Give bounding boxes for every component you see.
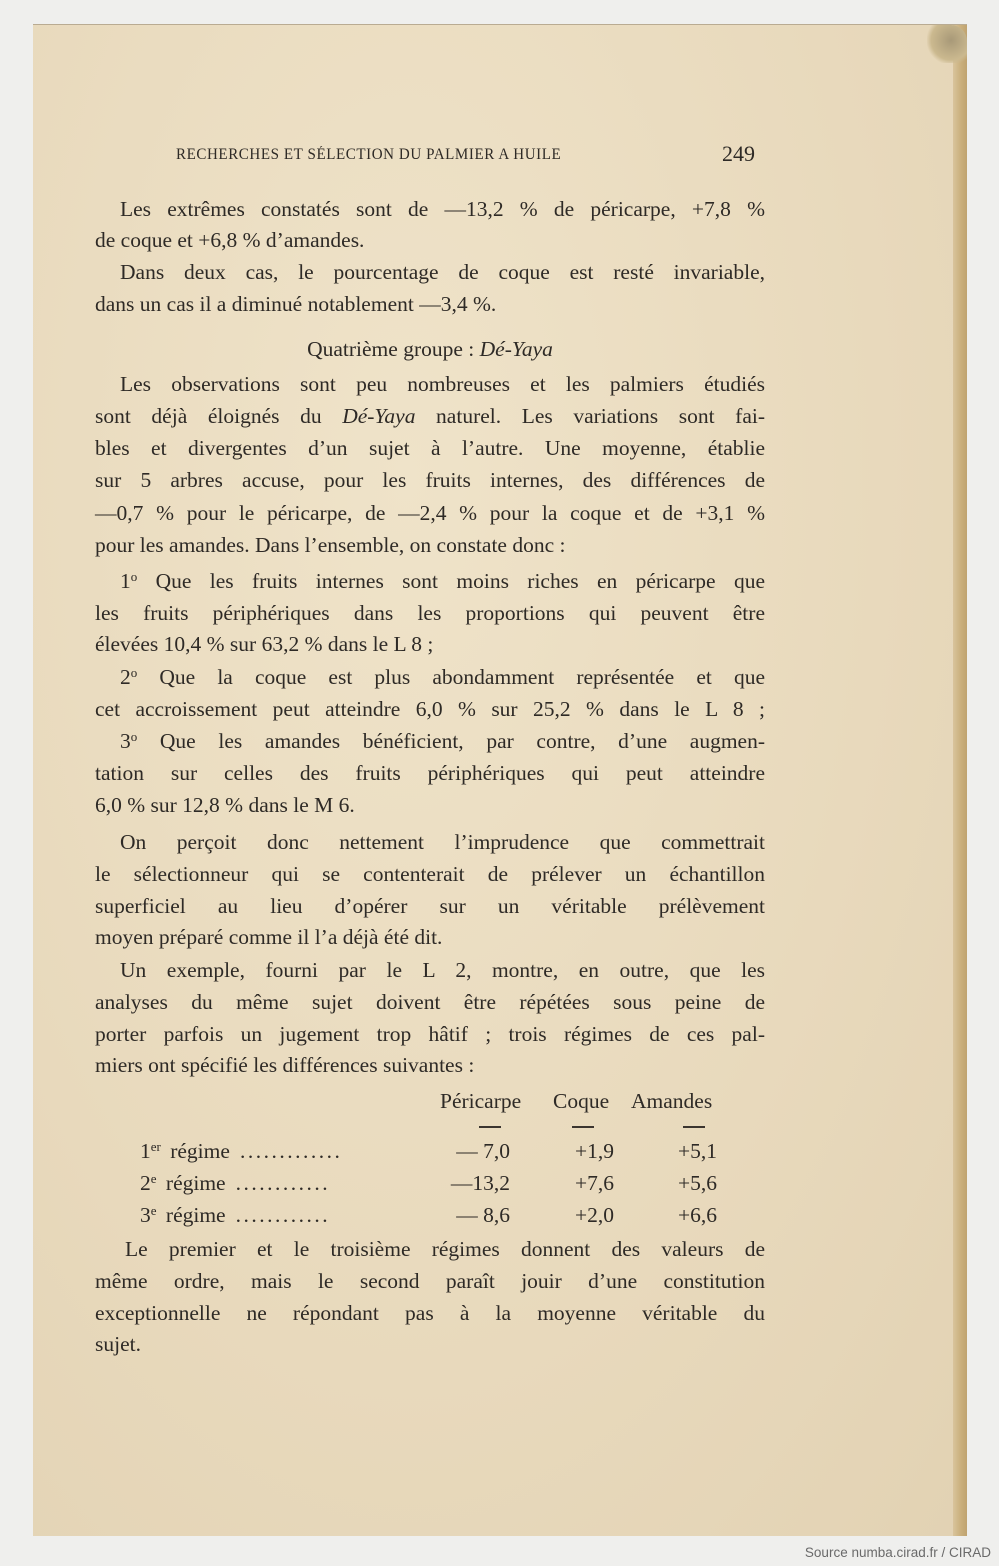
row-label-text: 3 xyxy=(140,1203,151,1227)
table-cell: — 7,0 xyxy=(456,1139,510,1163)
column-header: Amandes xyxy=(631,1089,713,1113)
text-line xyxy=(95,893,765,919)
text-line xyxy=(120,259,765,285)
superscript: o xyxy=(130,665,138,680)
table-cell: +6,6 xyxy=(677,1203,717,1227)
text-line xyxy=(95,1300,765,1326)
text-line xyxy=(120,829,765,855)
text-segment: Dans deux cas, le pourcentage de coque est resté invariable, xyxy=(120,260,765,284)
text-segment: porter parfois un jugement trop hâtif ; trois régimes de ces pal- xyxy=(95,1022,765,1046)
leader-dots: ............ xyxy=(235,1203,331,1227)
superscript: er xyxy=(150,1139,161,1154)
table-cell: +7,6 xyxy=(574,1171,614,1195)
text-segment: Les extrêmes constatés sont de —13,2 % de péricarpe, +7,8 % xyxy=(120,197,765,221)
italic-text: Dé-Yaya xyxy=(342,404,416,428)
superscript: e xyxy=(150,1171,157,1186)
text-segment: élevées 10,4 % sur 63,2 % dans le L 8 ; xyxy=(95,632,434,656)
text-segment: 6,0 % sur 12,8 % dans le M 6. xyxy=(95,793,355,817)
text-segment: Le premier et le troisième régimes donnent des valeurs de xyxy=(125,1237,765,1261)
leader-dots: ............. xyxy=(239,1139,343,1163)
row-label-text: régime xyxy=(160,1171,226,1195)
text-segment: naturel. Les variations sont fai- xyxy=(415,404,765,428)
column-header: Péricarpe xyxy=(440,1089,522,1113)
leader-dots: ............ xyxy=(235,1171,331,1195)
text-line xyxy=(95,227,765,253)
text-segment: le sélectionneur qui se contenterait de prélever un échantillon xyxy=(95,862,765,886)
text-line xyxy=(120,196,765,222)
table-cell: — 8,6 xyxy=(456,1203,510,1227)
table-cell: —13,2 xyxy=(450,1171,510,1195)
table-cell: +5,6 xyxy=(677,1171,717,1195)
text-line xyxy=(95,500,765,526)
text-segment: miers ont spécifié les différences suivantes : xyxy=(95,1053,475,1077)
text-segment: exceptionnelle ne répondant pas à la moyenne véritable du xyxy=(95,1301,765,1325)
text-segment: sont déjà éloignés du xyxy=(95,404,343,428)
text-segment: Que la coque est plus abondamment représentée et que xyxy=(137,665,765,689)
source-credit: Source numba.cirad.fr / CIRAD xyxy=(804,1545,991,1560)
text-line xyxy=(120,568,765,594)
text-segment: pour les amandes. Dans l’ensemble, on constate donc : xyxy=(95,533,566,557)
text-line xyxy=(95,924,765,950)
text-line xyxy=(95,532,765,558)
column-rule xyxy=(683,1126,705,1128)
text-segment: sujet. xyxy=(95,1332,141,1356)
row-label xyxy=(140,1138,342,1164)
text-line xyxy=(120,728,765,754)
text-segment: Que les amandes bénéficient, par contre, d’une augmen- xyxy=(137,729,765,753)
superscript: o xyxy=(130,569,138,584)
text-line xyxy=(95,1268,765,1294)
table-cell: +2,0 xyxy=(574,1203,614,1227)
row-label-text: 1 xyxy=(140,1139,151,1163)
text-line xyxy=(95,600,765,626)
superscript: e xyxy=(150,1203,157,1218)
text-segment: 1 xyxy=(120,569,131,593)
page-number: 249 xyxy=(722,141,755,166)
text-segment: Que les fruits internes sont moins riches en péricarpe que xyxy=(137,569,765,593)
text-line xyxy=(95,1021,765,1047)
text-segment: 2 xyxy=(120,665,131,689)
text-segment: les fruits périphériques dans les proportions qui peuvent être xyxy=(95,601,765,625)
column-rule xyxy=(479,1126,501,1128)
column-rule xyxy=(572,1126,594,1128)
text-line xyxy=(95,861,765,887)
text-line xyxy=(95,989,765,1015)
text-line xyxy=(95,696,765,722)
row-label-text: 2 xyxy=(140,1171,151,1195)
text-segment: tation sur celles des fruits périphériques qui peut atteindre xyxy=(95,761,765,785)
text-segment: 3 xyxy=(120,729,131,753)
text-line xyxy=(95,1331,765,1357)
text-line xyxy=(95,291,765,317)
table-cell: +5,1 xyxy=(677,1139,717,1163)
row-label xyxy=(140,1170,330,1196)
table-cell: +1,9 xyxy=(574,1139,614,1163)
text-segment: dans un cas il a diminué notablement —3,4 %. xyxy=(95,292,497,316)
text-segment: Un exemple, fourni par le L 2, montre, en outre, que les xyxy=(120,958,765,982)
text-segment: de coque et +6,8 % d’amandes. xyxy=(95,228,365,252)
text-line xyxy=(120,664,765,690)
text-line xyxy=(125,1236,765,1262)
text-segment: même ordre, mais le second paraît jouir d’une constitution xyxy=(95,1269,765,1293)
text-segment: Quatrième groupe : xyxy=(307,337,480,361)
text-segment: cet accroissement peut atteindre 6,0 % sur 25,2 % dans le L 8 ; xyxy=(95,697,765,721)
text-line xyxy=(95,1052,765,1078)
worn-corner xyxy=(927,25,967,63)
row-label-text: régime xyxy=(160,1203,226,1227)
text-segment: analyses du même sujet doivent être répétées sous peine de xyxy=(95,990,765,1014)
text-segment: moyen préparé comme il l’a déjà été dit. xyxy=(95,925,443,949)
text-line xyxy=(120,957,765,983)
text-segment: Les observations sont peu nombreuses et les palmiers étudiés xyxy=(120,372,765,396)
text-line xyxy=(95,760,765,786)
text-segment: superficiel au lieu d’opérer sur un véritable prélèvement xyxy=(95,894,765,918)
text-line xyxy=(95,435,765,461)
row-label-text: régime xyxy=(164,1139,230,1163)
running-header: RECHERCHES ET SÉLECTION DU PALMIER A HUILE xyxy=(176,146,562,163)
column-header: Coque xyxy=(553,1089,610,1113)
text-line xyxy=(95,792,765,818)
text-segment: On perçoit donc nettement l’imprudence que commettrait xyxy=(120,830,765,854)
page-edge xyxy=(953,25,967,1536)
row-label xyxy=(140,1202,330,1228)
text-segment: sur 5 arbres accuse, pour les fruits internes, des différences de xyxy=(95,468,765,492)
text-segment: —0,7 % pour le péricarpe, de —2,4 % pour la coque et de +3,1 % xyxy=(95,501,765,525)
section-heading xyxy=(95,336,765,362)
text-segment: bles et divergentes d’un sujet à l’autre. Une moyenne, établie xyxy=(95,436,765,460)
text-line xyxy=(95,631,765,657)
italic-text: Dé-Yaya xyxy=(479,337,553,361)
text-line xyxy=(95,467,765,493)
text-line xyxy=(95,403,765,429)
text-line xyxy=(120,371,765,397)
superscript: o xyxy=(130,729,138,744)
